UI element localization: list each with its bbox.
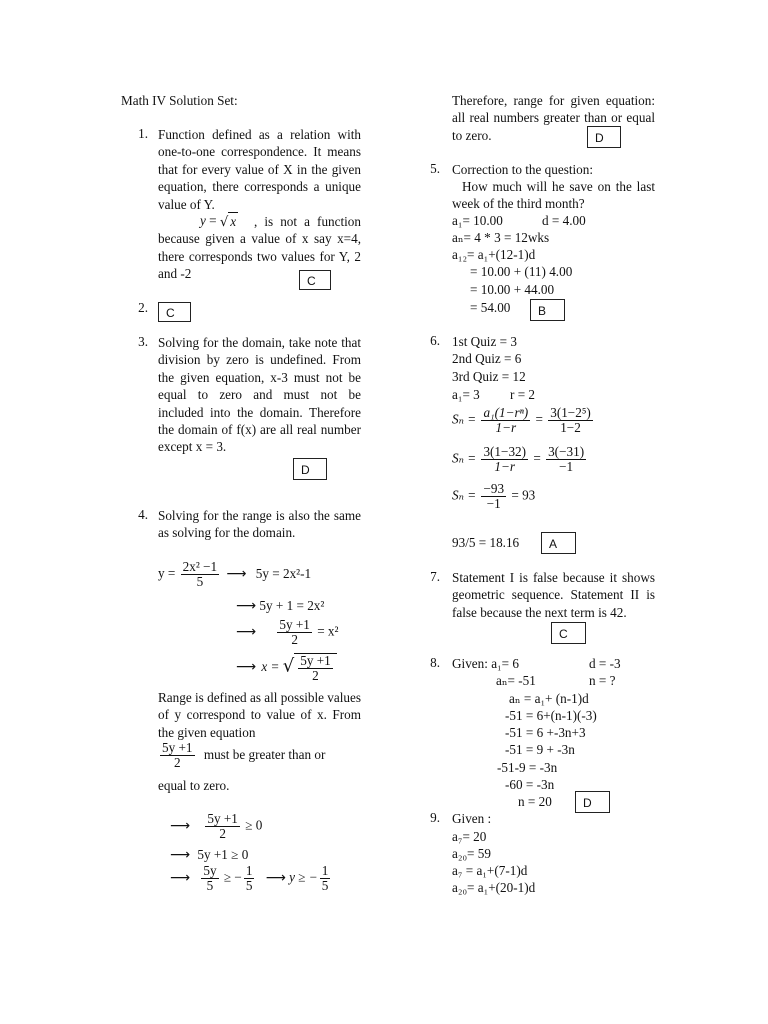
q6-average: 93/5 = 18.16 xyxy=(452,535,520,550)
q5-line-3a: a₁= 10.00 xyxy=(452,213,503,228)
q4-range-text: Range is defined as all possible values of y correspond to value of x. From the given equation xyxy=(158,690,361,740)
q6-answer-box: A xyxy=(541,532,576,554)
question-number: 6. xyxy=(430,333,440,348)
q9-line-4: a₇ = a₁+(7-1)d xyxy=(452,863,528,878)
q7-answer-box: C xyxy=(551,622,586,644)
question-number: 7. xyxy=(430,569,440,584)
q8-line-6: -51 = 9 + -3n xyxy=(505,742,575,757)
q5-line-3b: d = 4.00 xyxy=(542,213,586,228)
question-number: 4. xyxy=(138,507,148,522)
q8-line-5: -51 = 6 +-3n+3 xyxy=(505,725,586,740)
q8-line-1a: Given: a₁= 6 xyxy=(452,656,519,671)
q6-line-4b: r = 2 xyxy=(510,387,536,402)
q1-eq-y: y xyxy=(200,213,206,228)
q2-answer-box: C xyxy=(158,302,191,322)
q8-line-1b: d = -3 xyxy=(589,656,621,671)
q4-ineq-1: ⟶ $\frac{5y +1}{2}$ ≥ 0 xyxy=(170,811,263,841)
question-number: 2. xyxy=(138,300,148,315)
q4-ineq-3: ⟶ $\frac{5y}{5}$ ≥ − $\frac{1}{5}$ ⟶ y ≥ − $\frac{1}{5}$ xyxy=(170,863,329,893)
q5-line-8: = 54.00 xyxy=(470,300,511,315)
q6-sum-step-2: Sₙ = $\frac{3(1-32)}{1-r}$ = $\frac{3(-31)}{-1}$ xyxy=(452,444,585,474)
question-number: 1. xyxy=(138,126,148,141)
q5-line-1: Correction to the question: xyxy=(452,162,594,177)
q9-line-1: Given : xyxy=(452,811,492,826)
q8-line-2a: aₙ= -51 xyxy=(496,673,536,688)
q9-line-2: a₇= 20 xyxy=(452,829,487,844)
q4-ineq-2: ⟶ 5y +1 ≥ 0 xyxy=(170,847,249,863)
q1-explanation: Function defined as a relation with one-to-one correspondence. It means that for every value of X in the given equation, there corresponds a unique value of Y. xyxy=(158,127,361,212)
question-number: 9. xyxy=(430,810,440,825)
q5-line-6: = 10.00 + (11) 4.00 xyxy=(470,264,573,279)
q4-explanation: Solving for the range is also the same as solving for the domain. xyxy=(158,508,361,541)
question-number: 8. xyxy=(430,655,440,670)
q6-line-2: 2nd Quiz = 6 xyxy=(452,351,522,366)
q5-line-7: = 10.00 + 44.00 xyxy=(470,282,555,297)
q6-line-4a: a₁= 3 xyxy=(452,387,480,402)
q8-line-4: -51 = 6+(n-1)(-3) xyxy=(505,708,597,723)
q1-explanation-2: , is not a function because given a value of x say x=4, there corresponds two values for Y, 2 and -2 xyxy=(158,214,361,282)
q6-sum-step-3: Sₙ = $\frac{-93}{-1}$ = 93 xyxy=(452,481,536,511)
q4-range-condition: $\frac{5y +1}{2}$ must be greater than or xyxy=(162,740,326,770)
q4-step-2: ⟶ 5y + 1 = 2x² xyxy=(236,598,325,614)
q5-line-2: How much will he save on the last week of the third month? xyxy=(452,179,655,212)
document-title: Math IV Solution Set: xyxy=(121,93,238,108)
q8-answer-box: D xyxy=(575,791,610,813)
q8-line-8: -60 = -3n xyxy=(505,777,555,792)
q3-answer-box: D xyxy=(293,458,327,480)
question-number: 5. xyxy=(430,161,440,176)
q1-equation: y = √ x xyxy=(200,213,237,231)
q8-line-3: aₙ = a₁+ (n-1)d xyxy=(509,691,589,706)
q4-step-4: ⟶ x = √ $\frac{5y +1}{2}$ xyxy=(236,653,337,683)
q1-answer-box: C xyxy=(299,270,331,290)
q6-sum-formula: Sₙ = $\frac{\text{a₁(1−rⁿ)}}{1-r}$ = $\frac{\text{3(1−2⁵)}}{1-2}$ xyxy=(452,405,591,435)
q8-line-2b: n = ? xyxy=(589,673,616,688)
q4-range-conclusion: Therefore, range for given equation: all real numbers greater than or equal to zero. xyxy=(452,93,655,143)
q6-line-1: 1st Quiz = 3 xyxy=(452,334,517,349)
q5-line-5: a₁₂= a₁+(12-1)d xyxy=(452,247,536,262)
q4-step-1: y = $\frac{\text{2x² −1}}{5}$ ⟶ 5y = 2x²-1 xyxy=(158,559,312,589)
q5-line-4: aₙ= 4 * 3 = 12wks xyxy=(452,230,550,245)
q7-explanation: Statement I is false because it shows geometric sequence. Statement II is false because the next term is 42. xyxy=(452,570,655,620)
q9-line-3: a₂₀= 59 xyxy=(452,846,491,861)
q8-line-9: n = 20 xyxy=(518,794,552,809)
q4-range-text-end: equal to zero. xyxy=(158,778,230,793)
q1-eq-x: x xyxy=(230,214,237,230)
q4-answer-box: D xyxy=(587,126,621,148)
q5-answer-box: B xyxy=(530,299,565,321)
q3-explanation: Solving for the domain, take note that division by zero is undefined. From the given equation, x-3 must not be equal to zero and must not be included into the domain. Therefore the domain of f(x) are all real number except x = 3. xyxy=(158,335,361,455)
q8-line-7: -51-9 = -3n xyxy=(497,760,558,775)
q6-line-3: 3rd Quiz = 12 xyxy=(452,369,526,384)
q4-step-3: ⟶ $\frac{5y +1}{2}$ = x² xyxy=(236,617,339,647)
q9-line-5: a₂₀= a₁+(20-1)d xyxy=(452,880,536,895)
question-number: 3. xyxy=(138,334,148,349)
